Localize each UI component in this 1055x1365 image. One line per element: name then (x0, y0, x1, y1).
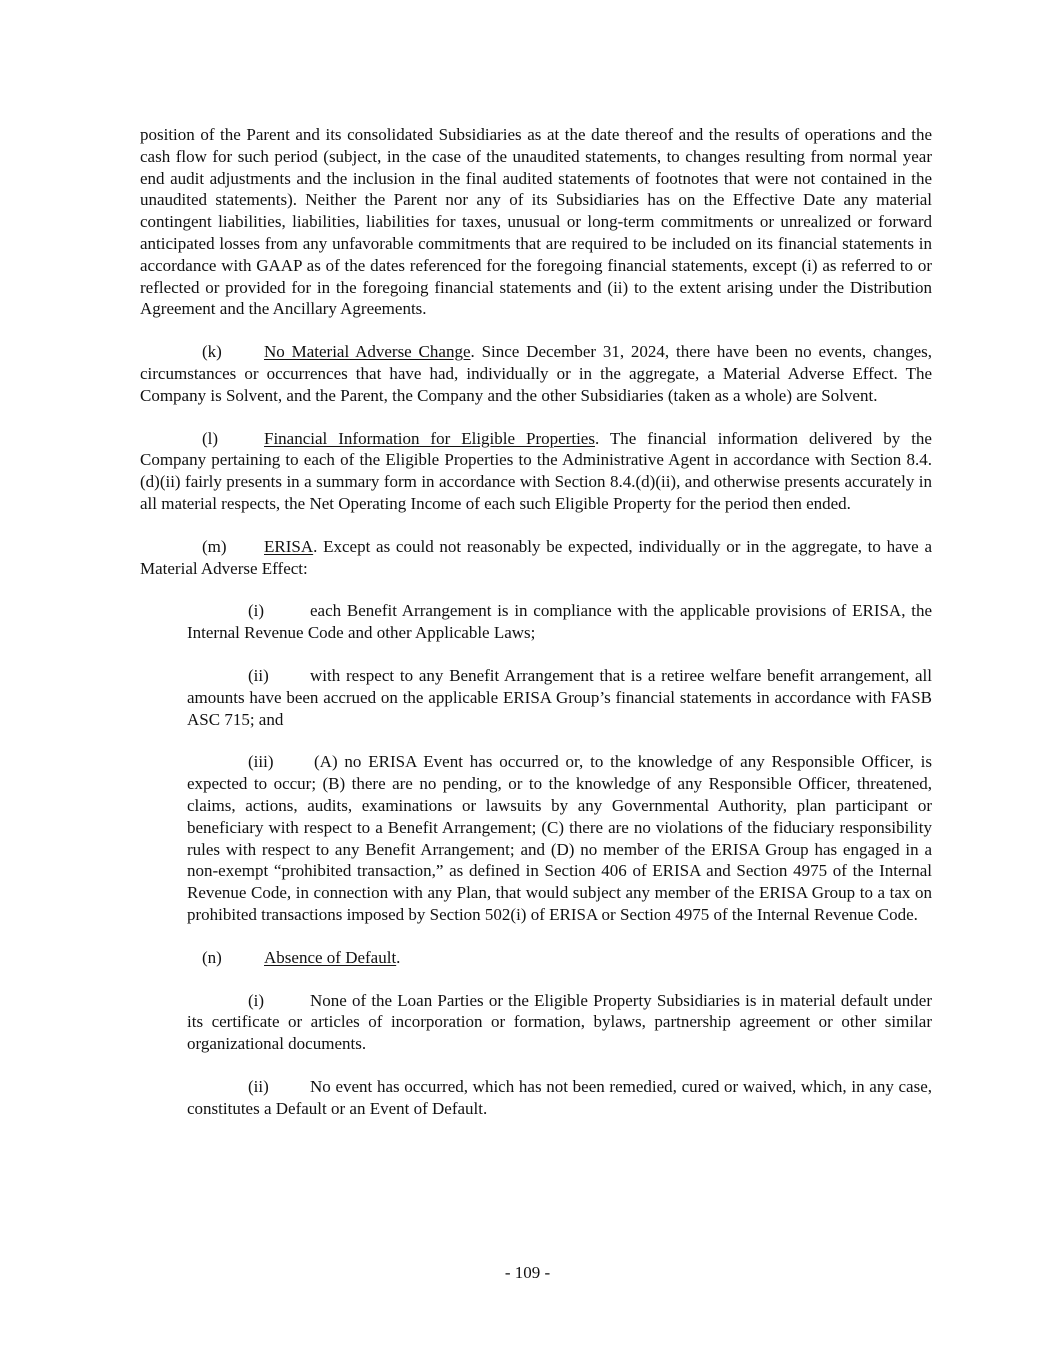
section-n-item-i-text: None of the Loan Parties or the Eligible Property Subsidiaries is in material default under its certificate or articles of incorporation or formation, bylaws, partnership agreement or other similar organizational documents. (187, 990, 932, 1054)
section-m-item-iii-text: (A) no ERISA Event has occurred or, to the knowledge of any Responsible Officer, is expected to occur; (B) there are no pending, or to the knowledge of any Responsible Officer, threatened, claims, actions, audits, examinations or lawsuits by any Governmental Authority, plan participant or beneficiary with respect to a Benefit Arrangement; (C) there are no violations of the fiduciary responsibility rules with respect to any Benefit Arrangement; and (D) no member of the ERISA Group has engaged in a non-exempt “prohibited transaction,” as defined in Section 406 of ERISA and Section 4975 of the Internal Revenue Code, in connection with any Plan, that would subject any member of the ERISA Group to a tax on prohibited transactions imposed by Section 502(i) of ERISA or Section 4975 of the Internal Revenue Code. (187, 752, 932, 924)
section-m-item-i-label: (i) (248, 601, 265, 621)
section-k-heading: No Material Adverse Change (264, 342, 471, 362)
section-l (140, 428, 932, 515)
section-n-text: . (396, 947, 401, 967)
section-n-item-ii (187, 1076, 932, 1120)
section-m-item-i (187, 600, 932, 644)
section-n-item-i (187, 990, 932, 1055)
page-number: - 109 - (504, 1263, 551, 1282)
section-n-label: (n) (202, 947, 222, 967)
section-m-item-ii-text: with respect to any Benefit Arrangement that is a retiree welfare benefit arrangement, all amounts have been accrued on the applicable ERISA Group’s financial statements in accordance with FASB ASC 715; and (187, 665, 932, 729)
section-k-text: . Since December 31, 2024, there have been no events, changes, circumstances or occurrences that have had, individually or in the aggregate, a Material Adverse Effect. The Company is Solvent, and the Parent, the Company and the other Subsidiaries (taken as a whole) are Solvent. (140, 342, 933, 405)
section-l-heading: Financial Information for Eligible Properties (264, 428, 595, 448)
section-l-text: . The financial information delivered by the Company pertaining to each of the Eligible Properties to the Administrative Agent in accordance with Section 8.4.(d)(ii) fairly presents in a summary form in accordance with Section 8.4.(d)(ii), and otherwise presents accurately in all material respects, the Net Operating Income of each such Eligible Property for the period then ended. (140, 428, 932, 513)
section-k-label: (k) (202, 342, 222, 362)
section-m-item-ii-label: (ii) (248, 665, 269, 685)
section-m-item-ii (187, 665, 932, 730)
section-m-item-iii-label: (iii) (248, 752, 274, 772)
section-m-text: . Except as could not reasonably be expected, individually or in the aggregate, to have a Material Adverse Effect: (140, 536, 932, 578)
section-l-label: (l) (202, 428, 219, 448)
document-page (140, 124, 932, 1119)
section-m-label: (m) (202, 536, 227, 556)
section-m-item-iii (187, 751, 932, 925)
intro-paragraph: position of the Parent and its consolidated Subsidiaries as at the date thereof and the results of operations and the cash flow for such period (subject, in the case of the unaudited statements, to changes resulting from normal year end audit adjustments and the inclusion in the final audited statements of footnotes that were not contained in the unaudited statements). Neither the Parent nor any of its Subsidiaries has on the Effective Date any material contingent liabilities, liabilities, liabilities for taxes, unusual or long-term commitments or unrealized or forward anticipated losses from any unfavorable commitments that are required to be included on its financial statements in accordance with GAAP as of the dates referenced for the foregoing financial statements, except (i) as referred to or reflected or provided for in the foregoing financial statements and (ii) to the extent arising under the Distribution Agreement and the Ancillary Agreements. (140, 125, 932, 319)
section-m (140, 536, 932, 580)
section-n-item-ii-label: (ii) (248, 1076, 269, 1096)
section-m-heading: ERISA (264, 536, 314, 556)
section-n-heading: Absence of Default (264, 947, 397, 967)
section-n (140, 947, 932, 969)
section-k (140, 341, 932, 406)
section-n-item-ii-text: No event has occurred, which has not been remedied, cured or waived, which, in any case, constitutes a Default or an Event of Default. (187, 1076, 932, 1118)
section-m-item-i-text: each Benefit Arrangement is in compliance with the applicable provisions of ERISA, the Internal Revenue Code and other Applicable Laws; (187, 601, 932, 643)
section-n-item-i-label: (i) (248, 990, 265, 1010)
